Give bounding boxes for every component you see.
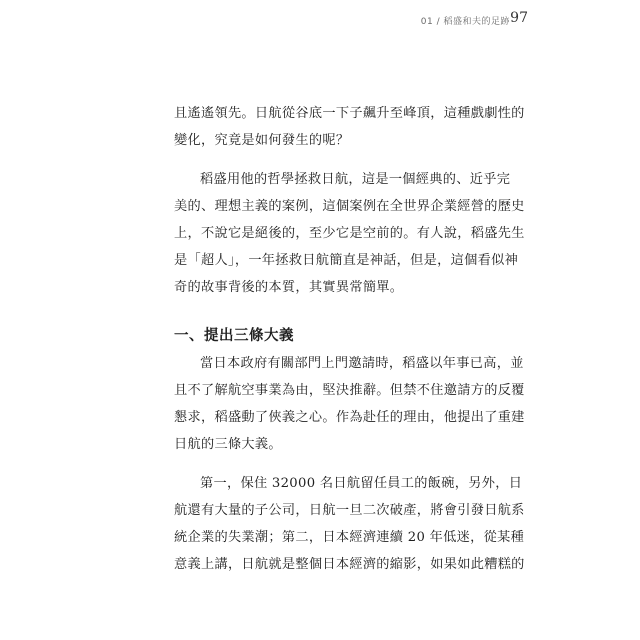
paragraph <box>174 100 525 154</box>
text-line: 是「超人」，一年拯救日航簡直是神話，但是，這個看似神 <box>174 253 519 268</box>
text-line: 美的、理想主義的案例，這個案例在全世界企業經營的歷史 <box>174 199 525 214</box>
text-line: 且遙遙領先。日航從谷底一下子飆升至峰頂，這種戲劇性的 <box>174 106 525 121</box>
section-heading: 一、提出三條大義 <box>174 328 294 344</box>
text-line: 意義上講，日航就是整個日本經濟的縮影，如果如此糟糕的 <box>174 557 525 572</box>
text-line: 稻盛用他的哲學拯救日航，這是一個經典的、近乎完 <box>200 172 511 187</box>
text-line: 統企業的失業潮；第二，日本經濟連續 20 年低迷，從某種 <box>174 530 525 545</box>
paragraph <box>174 166 525 301</box>
text-line: 變化，究竟是如何發生的呢？ <box>174 133 350 148</box>
text-line: 航還有大量的子公司，日航一旦二次破產，將會引發日航系 <box>174 503 525 518</box>
text-line: 上，不說它是絕後的，至少它是空前的。有人說，稻盛先生 <box>174 226 525 241</box>
text-line: 懇求，稻盛動了俠義之心。作為赴任的理由，他提出了重建 <box>174 410 525 425</box>
body-text-bottom <box>174 350 525 578</box>
text-line: 且不了解航空事業為由，堅決推辭。但禁不住邀請方的反覆 <box>174 383 525 398</box>
text-line: 第一，保住 32000 名日航留任員工的飯碗，另外，日 <box>200 476 523 491</box>
text-line: 日航的三條大義。 <box>174 437 282 452</box>
paragraph <box>174 350 525 458</box>
text-line: 奇的故事背後的本質，其實異常簡單。 <box>174 280 404 295</box>
page-number: 97 <box>510 10 528 26</box>
paragraph <box>174 470 525 578</box>
running-head: 01 / 稻盛和夫的足跡 <box>420 17 510 27</box>
text-line: 當日本政府有關部門上門邀請時，稻盛以年事已高，並 <box>200 356 524 371</box>
body-text-top <box>174 100 525 301</box>
